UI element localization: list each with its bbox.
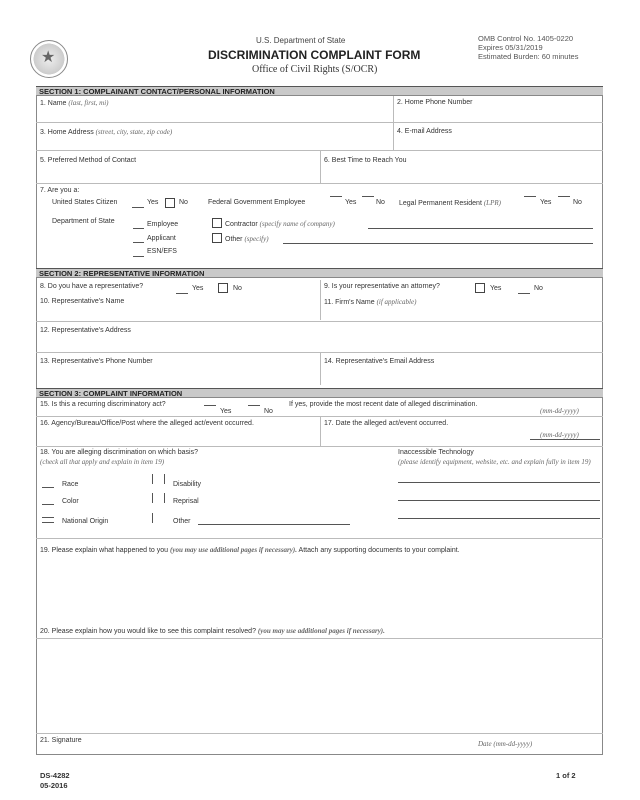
q19-label: 19. Please explain what happened to you (you may use additional pages if necessary). Attach any supporting documents to your complaint.	[40, 546, 460, 554]
office-name: Office of Civil Rights (S/OCR)	[252, 64, 378, 75]
national-origin-label: National Origin	[62, 518, 109, 525]
section-2-heading: SECTION 2: REPRESENTATIVE INFORMATION	[36, 268, 603, 278]
other-basis-label: Other	[173, 518, 191, 525]
employee-label: Employee	[147, 221, 179, 228]
q9-yes-checkbox[interactable]	[475, 283, 485, 293]
q15-date-hint: (mm-dd-yyyy)	[540, 407, 579, 415]
best-time-label: 6. Best Time to Reach You	[324, 157, 407, 164]
other-checkbox[interactable]	[212, 233, 222, 243]
email-label: 4. E-mail Address	[397, 128, 452, 135]
q17-date-hint: (mm-dd-yyyy)	[540, 431, 579, 439]
lpr-label: Legal Permanent Resident (LPR)	[399, 199, 501, 207]
q20-label: 20. Please explain how you would like to see this complaint resolved? (you may use additional pages if necessary).	[40, 627, 385, 635]
q18-hint: (check all that apply and explain in item 19)	[40, 458, 165, 466]
are-you-label: 7. Are you a:	[40, 187, 80, 194]
q18-label: 18. You are alleging discrimination on which basis?	[40, 449, 198, 456]
inaccessible-label: Inaccessible Technology	[398, 449, 474, 456]
form-date: 05-2016	[40, 781, 68, 790]
q15b-label: If yes, provide the most recent date of alleged discrimination.	[289, 401, 478, 408]
section-3-heading: SECTION 3: COMPLAINT INFORMATION	[36, 388, 603, 398]
department-name: U.S. Department of State	[256, 36, 346, 45]
q14-label: 14. Representative's Email Address	[324, 358, 435, 365]
page-number: 1 of 2	[556, 771, 576, 780]
q11-label: 11. Firm's Name (if applicable)	[324, 298, 417, 306]
section-1-heading: SECTION 1: COMPLAINANT CONTACT/PERSONAL INFORMATION	[36, 86, 603, 96]
citizen-no-checkbox[interactable]	[165, 198, 175, 208]
q16-label: 16. Agency/Bureau/Office/Post where the alleged act/event occurred.	[40, 420, 254, 427]
esnfs-label: ESN/EFS	[147, 248, 177, 255]
form-number: DS-4282	[40, 771, 70, 780]
q15-no-label: No	[264, 408, 273, 415]
omb-block	[478, 34, 578, 61]
preferred-contact-label: 5. Preferred Method of Contact	[40, 157, 137, 164]
reprisal-label: Reprisal	[173, 498, 199, 505]
q8-no-label: No	[233, 285, 242, 292]
applicant-label: Applicant	[147, 235, 176, 242]
omb-expires: Expires 05/31/2019	[478, 43, 543, 52]
q21-label: 21. Signature	[40, 737, 82, 744]
home-phone-label: 2. Home Phone Number	[397, 99, 473, 106]
citizen-no-label: No	[179, 199, 188, 206]
contractor-checkbox[interactable]	[212, 218, 222, 228]
q8-label: 8. Do you have a representative?	[40, 283, 144, 290]
q13-label: 13. Representative's Phone Number	[40, 358, 153, 365]
q9-label: 9. Is your representative an attorney?	[324, 283, 440, 290]
q12-label: 12. Representative's Address	[40, 327, 131, 334]
color-label: Color	[62, 498, 79, 505]
fed-emp-label: Federal Government Employee	[208, 199, 306, 206]
us-citizen-label: United States Citizen	[52, 199, 118, 206]
fed-yes-label: Yes	[345, 199, 357, 206]
other-label: Other (specify)	[225, 235, 269, 243]
inaccessible-hint: (please identify equipment, website, etc. and explain fully in item 19)	[398, 458, 591, 466]
form-title: DISCRIMINATION COMPLAINT FORM	[208, 48, 421, 62]
omb-burden: Estimated Burden: 60 minutes	[478, 52, 579, 61]
q10-label: 10. Representative's Name	[40, 298, 125, 305]
race-label: Race	[62, 481, 79, 488]
fed-no-label: No	[376, 199, 385, 206]
name-label: 1. Name (last, first, mi)	[40, 99, 109, 107]
signature-date-hint: Date (mm-dd-yyyy)	[478, 740, 533, 748]
contractor-label: Contractor (specify name of company)	[225, 220, 335, 228]
lpr-no-label: No	[573, 199, 582, 206]
lpr-yes-label: Yes	[540, 199, 552, 206]
q15-label: 15. Is this a recurring discriminatory act?	[40, 401, 166, 408]
disability-label: Disability	[173, 481, 202, 488]
q9-no-label: No	[534, 285, 543, 292]
q9-yes-label: Yes	[490, 285, 502, 292]
q8-yes-label: Yes	[192, 285, 204, 292]
q8-no-checkbox[interactable]	[218, 283, 228, 293]
omb-control: OMB Control No. 1405-0220	[478, 34, 574, 43]
address-label: 3. Home Address (street, city, state, zip code)	[40, 128, 173, 136]
dos-label: Department of State	[52, 218, 115, 225]
q15-yes-label: Yes	[220, 408, 232, 415]
department-seal-icon	[30, 40, 68, 78]
citizen-yes-label: Yes	[147, 199, 159, 206]
q17-label: 17. Date the alleged act/event occurred.	[324, 420, 449, 427]
